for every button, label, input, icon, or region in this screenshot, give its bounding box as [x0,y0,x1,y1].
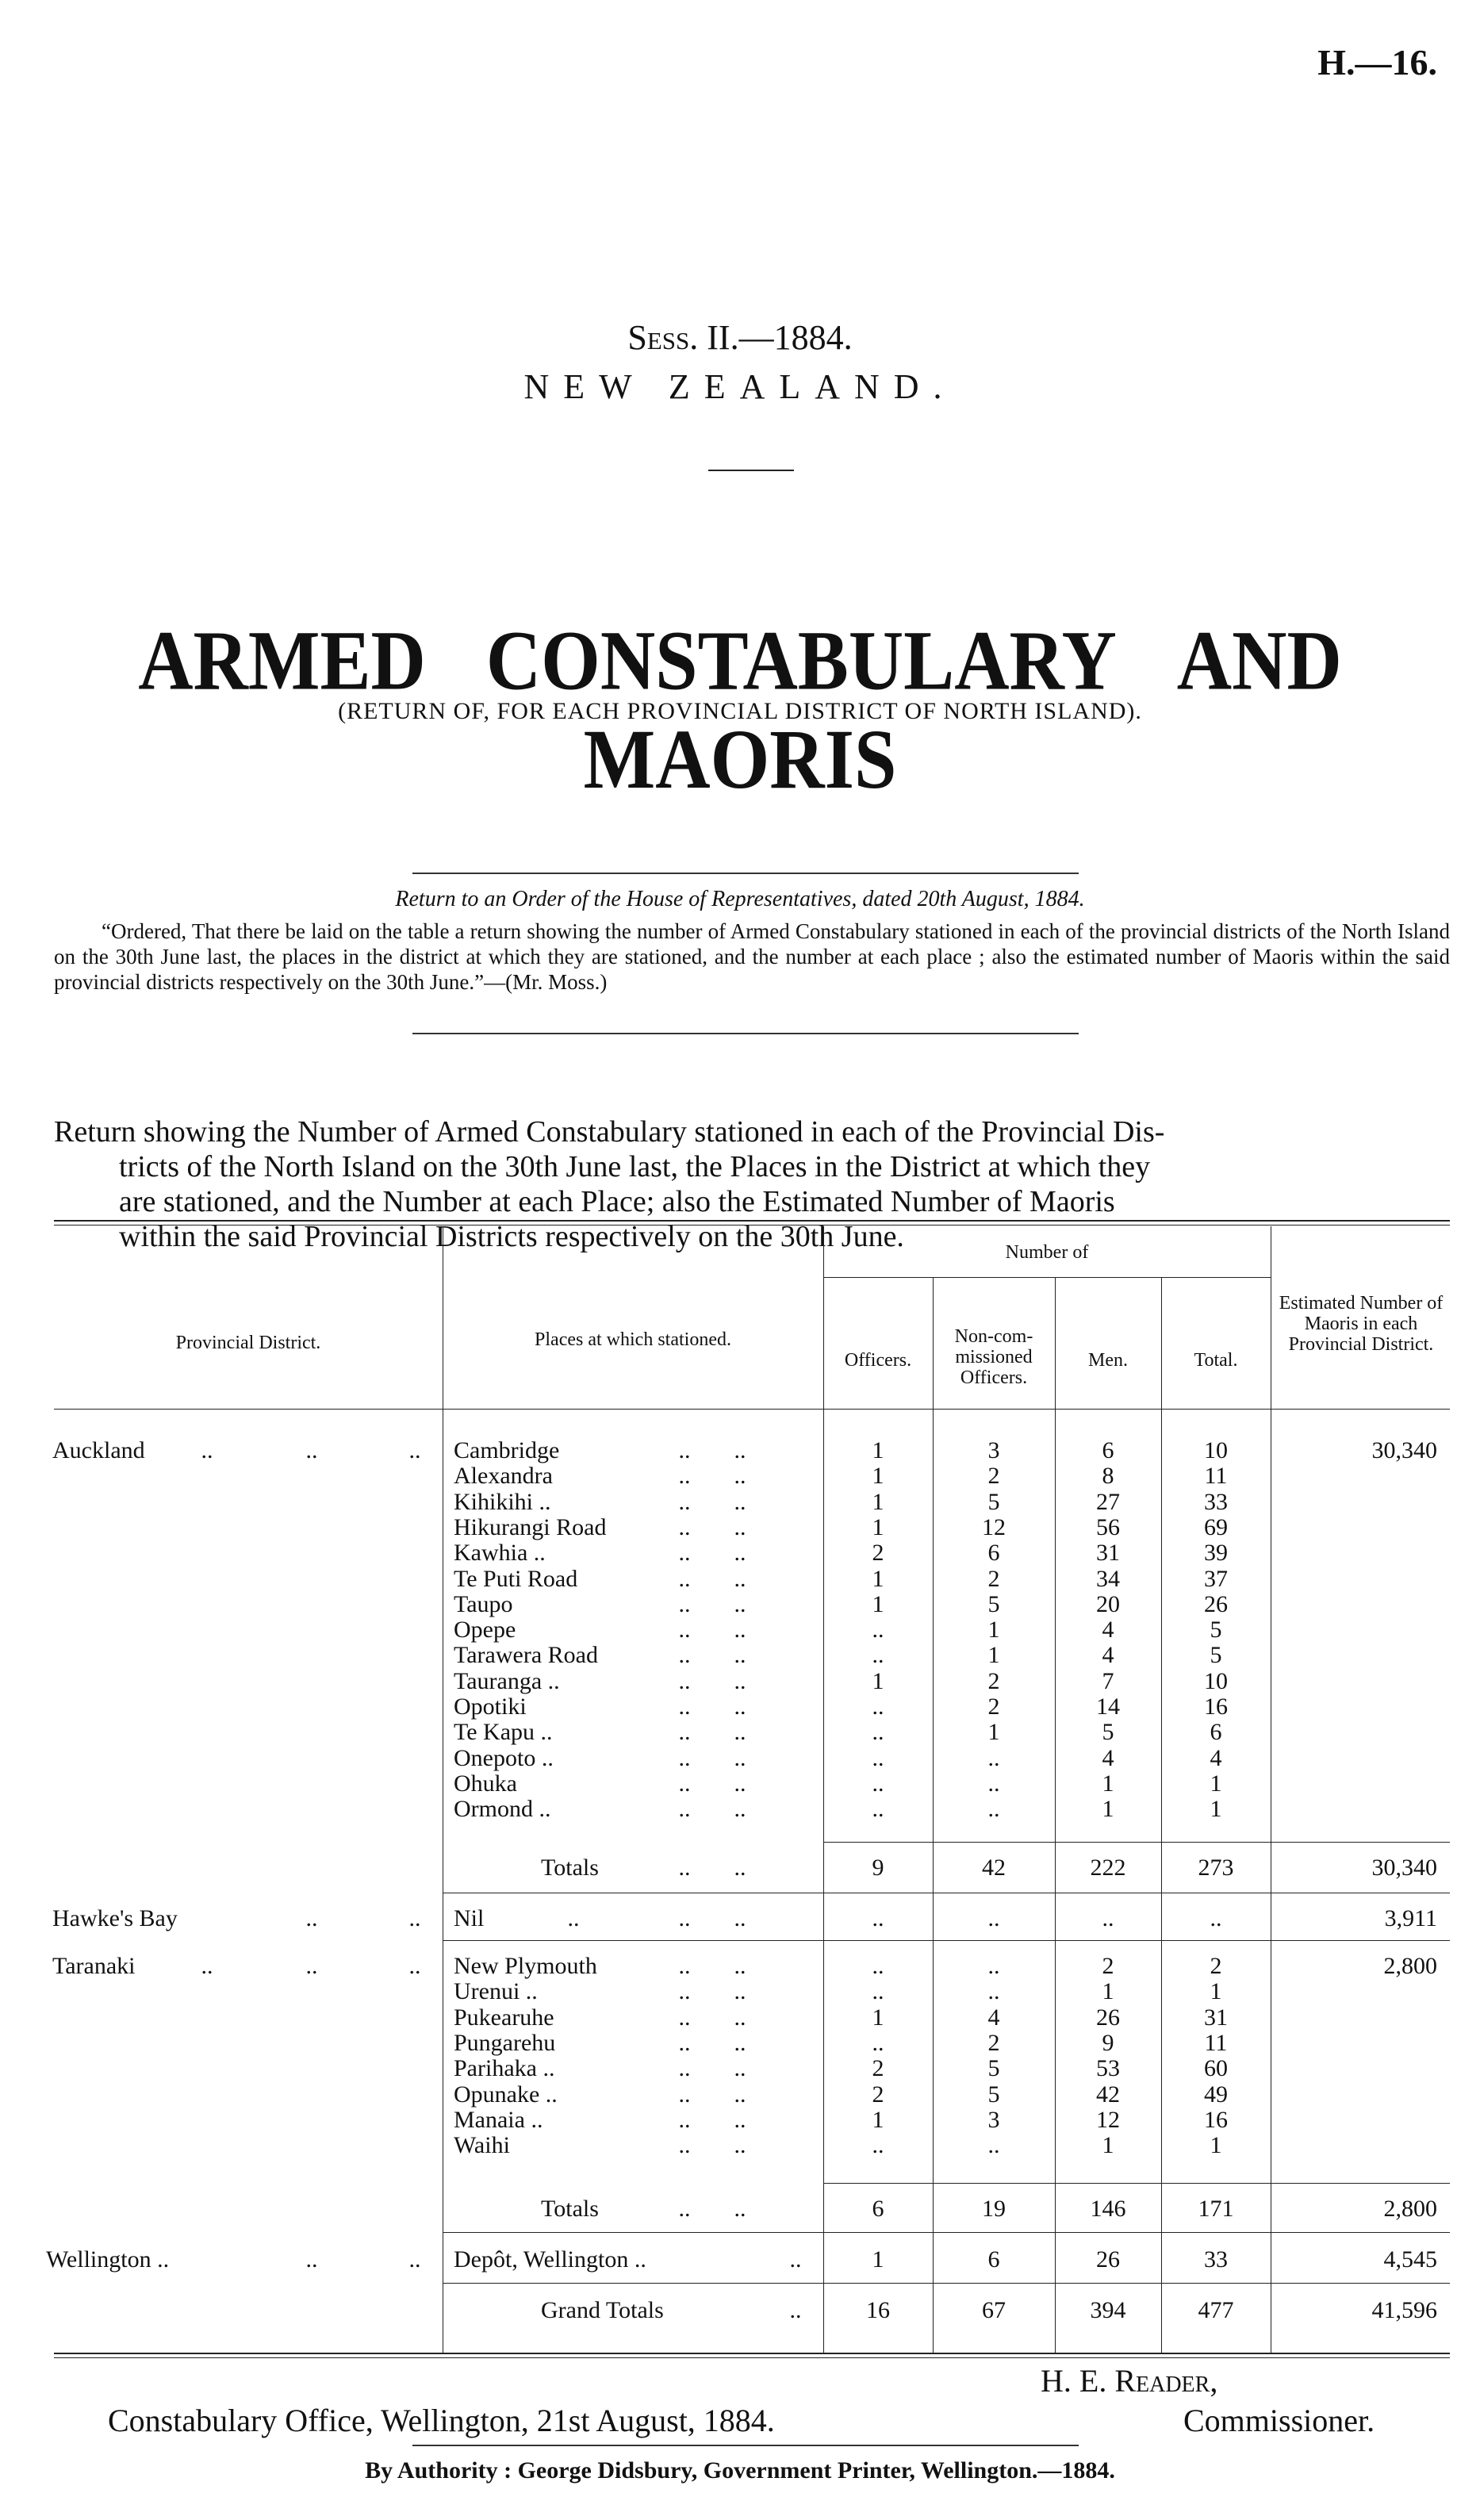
leader-dots: .. [408,1905,421,1931]
place-name: Te Kapu .. [454,1719,553,1746]
men-cell: 53 [1096,2055,1120,2082]
total-cell: 60 [1204,2055,1228,2082]
leader-dots: .. [734,1953,746,1979]
nco-cell: .. [987,1905,1000,1931]
estimate-cell: 2,800 [1383,1953,1437,1979]
men-cell: .. [1102,1905,1114,1931]
nco-cell: .. [987,1770,1000,1797]
officers-cell: .. [872,1905,884,1931]
men-cell: 8 [1102,1463,1114,1490]
leader-dots: .. [734,1590,746,1617]
officers-cell: 2 [872,2081,884,2108]
total-cell: 5 [1210,1617,1222,1644]
leader-dots: .. [734,2196,746,2222]
place-name: Kihikihi .. [454,1488,551,1515]
nco-cell: 2 [987,1693,1000,1720]
place-name: Hikurangi Road [454,1513,607,1540]
officers-cell: .. [872,1642,884,1669]
nco-cell: .. [987,2132,1000,2159]
leader-dots: .. [678,1905,691,1931]
divider [412,2445,1079,2446]
officers-cell: .. [872,1953,884,1979]
total-cell: 1 [1210,2132,1222,2159]
place-name: Urenui .. [454,1978,538,2005]
leader-dots: .. [789,2246,802,2273]
men-cell: 20 [1096,1590,1120,1617]
men-cell: 12 [1096,2106,1120,2133]
total-cell: 273 [1198,1855,1234,1881]
leader-dots: .. [734,1719,746,1746]
leader-dots: .. [678,1770,691,1797]
leader-dots: .. [678,2081,691,2108]
leader-dots: .. [734,2106,746,2133]
place-name: Depôt, Wellington .. [454,2246,646,2273]
session-line: Sess. II.—1884. [627,318,853,357]
total-cell: .. [1210,1905,1222,1931]
total-cell: 1 [1210,1796,1222,1823]
leader-dots: .. [408,1437,421,1463]
leader-dots: .. [734,1978,746,2005]
total-cell: 26 [1204,1590,1228,1617]
officers-cell: 9 [872,1855,884,1881]
header-nco: Non-com-missioned Officers. [954,1326,1033,1388]
leader-dots: .. [201,1953,213,1979]
leader-dots: .. [678,2055,691,2082]
nco-cell: 1 [987,1719,1000,1746]
leader-dots: .. [734,1463,746,1490]
leader-dots: .. [678,1437,691,1463]
leader-dots: .. [678,1796,691,1823]
leader-dots: .. [305,2246,318,2273]
signatory-role: Commissioner. [1183,2403,1375,2438]
men-cell: 4 [1102,1642,1114,1669]
officers-cell: 2 [872,1540,884,1567]
officers-cell: 6 [872,2196,884,2222]
officers-cell: 2 [872,2055,884,2082]
leader-dots: .. [567,1905,580,1931]
header-number-of: Number of [1005,1242,1089,1263]
nco-cell: .. [987,1978,1000,2005]
order-heading: Return to an Order of the House of Representatives, dated 20th August, 1884. [395,887,1085,911]
place-name: Opepe [454,1617,516,1644]
officers-cell: 1 [872,2106,884,2133]
total-cell: 49 [1204,2081,1228,2108]
nco-cell: 2 [987,1565,1000,1592]
nco-cell: .. [987,1953,1000,1979]
nco-cell: 3 [987,1437,1000,1463]
officers-cell: 1 [872,1565,884,1592]
district-name: Wellington .. [46,2246,170,2273]
leader-dots: .. [734,1488,746,1515]
total-cell: 1 [1210,1978,1222,2005]
district-name: Auckland [52,1437,145,1463]
leader-dots: .. [734,2004,746,2031]
total-cell: 11 [1204,1463,1228,1490]
leader-dots: .. [678,1540,691,1567]
leader-dots: .. [734,1667,746,1694]
officers-cell: .. [872,1719,884,1746]
printer-imprint: By Authority : George Didsbury, Government Printer, Wellington.—1884. [365,2457,1115,2484]
leader-dots: .. [678,2106,691,2133]
nco-cell: 42 [982,1855,1006,1881]
leader-dots: .. [734,1642,746,1669]
leader-dots: .. [678,1744,691,1771]
officers-cell: 1 [872,2246,884,2273]
nco-cell: 5 [987,2081,1000,2108]
nco-cell: 2 [987,2029,1000,2056]
return-description [54,1114,1450,1254]
place-name: Tarawera Road [454,1642,598,1669]
leader-dots: .. [678,2029,691,2056]
officers-cell: 1 [872,1437,884,1463]
men-cell: 27 [1096,1488,1120,1515]
total-cell: 11 [1204,2029,1228,2056]
leader-dots: .. [678,1978,691,2005]
office-line: Constabulary Office, Wellington, 21st August, 1884. [108,2403,775,2438]
return-line: within the said Provincial Districts respectively on the 30th June. [119,1220,904,1253]
place-name: New Plymouth [454,1953,597,1979]
leader-dots: .. [734,1565,746,1592]
leader-dots: .. [678,1463,691,1490]
total-cell: 6 [1210,1719,1222,1746]
nco-cell: 6 [987,1540,1000,1567]
leader-dots: .. [734,1513,746,1540]
total-cell: 39 [1204,1540,1228,1567]
leader-dots: .. [678,2196,691,2222]
document-code: H.—16. [1317,42,1437,82]
place-name: Te Puti Road [454,1565,578,1592]
leader-dots: .. [734,2029,746,2056]
total-cell: 33 [1204,1488,1228,1515]
place-name: Pungarehu [454,2029,556,2056]
men-cell: 146 [1090,2196,1126,2222]
total-cell: 10 [1204,1667,1228,1694]
grand-totals-label: Grand Totals [541,2297,664,2323]
leader-dots: .. [678,1693,691,1720]
estimate-cell: 30,340 [1371,1855,1437,1881]
officers-cell: 1 [872,1513,884,1540]
men-cell: 34 [1096,1565,1120,1592]
order-text: “Ordered, That there be laid on the table a return showing the number of Armed Constabulary stationed in each of the provincial districts of the North Island on the 30th June last, the places in the district at which they are stationed, and the number at each place ; also the estimated number of Maoris within the said provincial districts respectively on the 30th June.”—(Mr. Moss.) [54,919,1450,994]
men-cell: 26 [1096,2246,1120,2273]
men-cell: 26 [1096,2004,1120,2031]
men-cell: 2 [1102,1953,1114,1979]
men-cell: 31 [1096,1540,1120,1567]
leader-dots: .. [678,1642,691,1669]
leader-dots: .. [734,1540,746,1567]
total-cell: 10 [1204,1437,1228,1463]
nco-cell: 4 [987,2004,1000,2031]
men-cell: 1 [1102,2132,1114,2159]
total-cell: 171 [1198,2196,1234,2222]
officers-cell: .. [872,1617,884,1644]
place-name: Manaia .. [454,2106,543,2133]
leader-dots: .. [734,2132,746,2159]
officers-cell: .. [872,1796,884,1823]
nco-cell: 6 [987,2246,1000,2273]
place-name: Taupo [454,1590,513,1617]
leader-dots: .. [734,2081,746,2108]
header-estimated: Estimated Number of Maoris in each Provincial District. [1279,1293,1444,1355]
men-cell: 56 [1096,1513,1120,1540]
men-cell: 222 [1090,1855,1126,1881]
place-name: Onepoto .. [454,1744,554,1771]
title-word: CONSTABULARY [485,612,1117,708]
leader-dots: .. [734,1770,746,1797]
men-cell: 394 [1090,2297,1126,2323]
totals-label: Totals [541,1855,599,1881]
leader-dots: .. [678,1488,691,1515]
place-name: Ormond .. [454,1796,551,1823]
place-name: Parihaka .. [454,2055,555,2082]
estimate-cell: 30,340 [1371,1437,1437,1463]
short-rule [708,470,794,471]
nco-cell: 5 [987,2055,1000,2082]
officers-cell: 16 [866,2297,890,2323]
leader-dots: .. [678,1667,691,1694]
nco-cell: .. [987,1744,1000,1771]
place-name: Alexandra [454,1463,553,1490]
leader-dots: .. [678,1617,691,1644]
district-name: Hawke's Bay [52,1905,178,1931]
place-name: Waihi [454,2132,510,2159]
nco-cell: 19 [982,2196,1006,2222]
nco-cell: 67 [982,2297,1006,2323]
return-line: Return showing the Number of Armed Constabulary stationed in each of the Provincial Dis- [54,1115,1165,1149]
leader-dots: .. [678,1855,691,1881]
total-cell: 2 [1210,1953,1222,1979]
divider [412,1033,1079,1034]
leader-dots: .. [734,1796,746,1823]
officers-cell: .. [872,1744,884,1771]
leader-dots: .. [678,1953,691,1979]
title-word: ARMED [138,612,426,708]
header-men: Men. [1088,1350,1128,1371]
leader-dots: .. [734,2055,746,2082]
officers-cell: 1 [872,2004,884,2031]
return-line: are stationed, and the Number at each Place; also the Estimated Number of Maoris [119,1185,1115,1218]
header-officers: Officers. [844,1350,912,1371]
place-name: Nil [454,1905,485,1931]
title-word: MAORIS [583,711,897,807]
divider [412,873,1079,874]
country-line: NEW ZEALAND. [523,367,957,406]
leader-dots: .. [408,1953,421,1979]
leader-dots: .. [678,2004,691,2031]
officers-cell: 1 [872,1488,884,1515]
officers-cell: 1 [872,1463,884,1490]
place-name: Cambridge [454,1437,560,1463]
header-district: Provincial District. [175,1333,321,1353]
header-places: Places at which stationed. [535,1329,731,1350]
men-cell: 1 [1102,1796,1114,1823]
estimate-cell: 2,800 [1383,2196,1437,2222]
leader-dots: .. [678,2132,691,2159]
leader-dots: .. [734,1437,746,1463]
officers-cell: .. [872,1693,884,1720]
total-cell: 16 [1204,1693,1228,1720]
place-name: Pukearuhe [454,2004,554,2031]
total-cell: 5 [1210,1642,1222,1669]
place-name: Tauranga .. [454,1667,560,1694]
total-cell: 37 [1204,1565,1228,1592]
men-cell: 14 [1096,1693,1120,1720]
leader-dots: .. [305,1905,318,1931]
officers-cell: .. [872,2132,884,2159]
nco-cell: .. [987,1796,1000,1823]
leader-dots: .. [201,1437,213,1463]
men-cell: 6 [1102,1437,1114,1463]
total-cell: 33 [1204,2246,1228,2273]
nco-cell: 2 [987,1463,1000,1490]
leader-dots: .. [678,1513,691,1540]
place-name: Opunake .. [454,2081,558,2108]
place-name: Kawhia .. [454,1540,546,1567]
leader-dots: .. [734,1855,746,1881]
nco-cell: 5 [987,1488,1000,1515]
officers-cell: 1 [872,1590,884,1617]
nco-cell: 1 [987,1617,1000,1644]
officers-cell: 1 [872,1667,884,1694]
officers-cell: .. [872,2029,884,2056]
leader-dots: .. [305,1953,318,1979]
totals-label: Totals [541,2196,599,2222]
estimate-cell: 4,545 [1383,2246,1437,2273]
nco-cell: 2 [987,1667,1000,1694]
men-cell: 1 [1102,1770,1114,1797]
total-cell: 4 [1210,1744,1222,1771]
men-cell: 4 [1102,1617,1114,1644]
place-name: Ohuka [454,1770,517,1797]
leader-dots: .. [678,1590,691,1617]
men-cell: 1 [1102,1978,1114,2005]
table-top-rule [54,1220,1450,1222]
subtitle: (RETURN OF, FOR EACH PROVINCIAL DISTRICT OF NORTH ISLAND). [338,698,1142,724]
men-cell: 4 [1102,1744,1114,1771]
leader-dots: .. [734,1617,746,1644]
leader-dots: .. [678,1565,691,1592]
total-cell: 1 [1210,1770,1222,1797]
total-cell: 31 [1204,2004,1228,2031]
officers-cell: .. [872,1770,884,1797]
leader-dots: .. [678,1719,691,1746]
leader-dots: .. [734,1744,746,1771]
leader-dots: .. [305,1437,318,1463]
leader-dots: .. [734,1693,746,1720]
district-name: Taranaki [52,1953,136,1979]
title-word: AND [1176,612,1342,708]
officers-cell: .. [872,1978,884,2005]
total-cell: 16 [1204,2106,1228,2133]
men-cell: 5 [1102,1719,1114,1746]
total-cell: 69 [1204,1513,1228,1540]
leader-dots: .. [408,2246,421,2273]
nco-cell: 3 [987,2106,1000,2133]
men-cell: 7 [1102,1667,1114,1694]
estimate-cell: 41,596 [1371,2297,1437,2323]
signatory-name: H. E. Reader, [1041,2363,1218,2399]
men-cell: 42 [1096,2081,1120,2108]
total-cell: 477 [1198,2297,1234,2323]
nco-cell: 5 [987,1590,1000,1617]
leader-dots: .. [734,1905,746,1931]
nco-cell: 12 [982,1513,1006,1540]
estimate-cell: 3,911 [1384,1905,1437,1931]
men-cell: 9 [1102,2029,1114,2056]
return-line: tricts of the North Island on the 30th June last, the Places in the District at which they [119,1150,1151,1183]
leader-dots: .. [789,2297,802,2323]
header-total: Total. [1194,1350,1238,1371]
nco-cell: 1 [987,1642,1000,1669]
place-name: Opotiki [454,1693,527,1720]
